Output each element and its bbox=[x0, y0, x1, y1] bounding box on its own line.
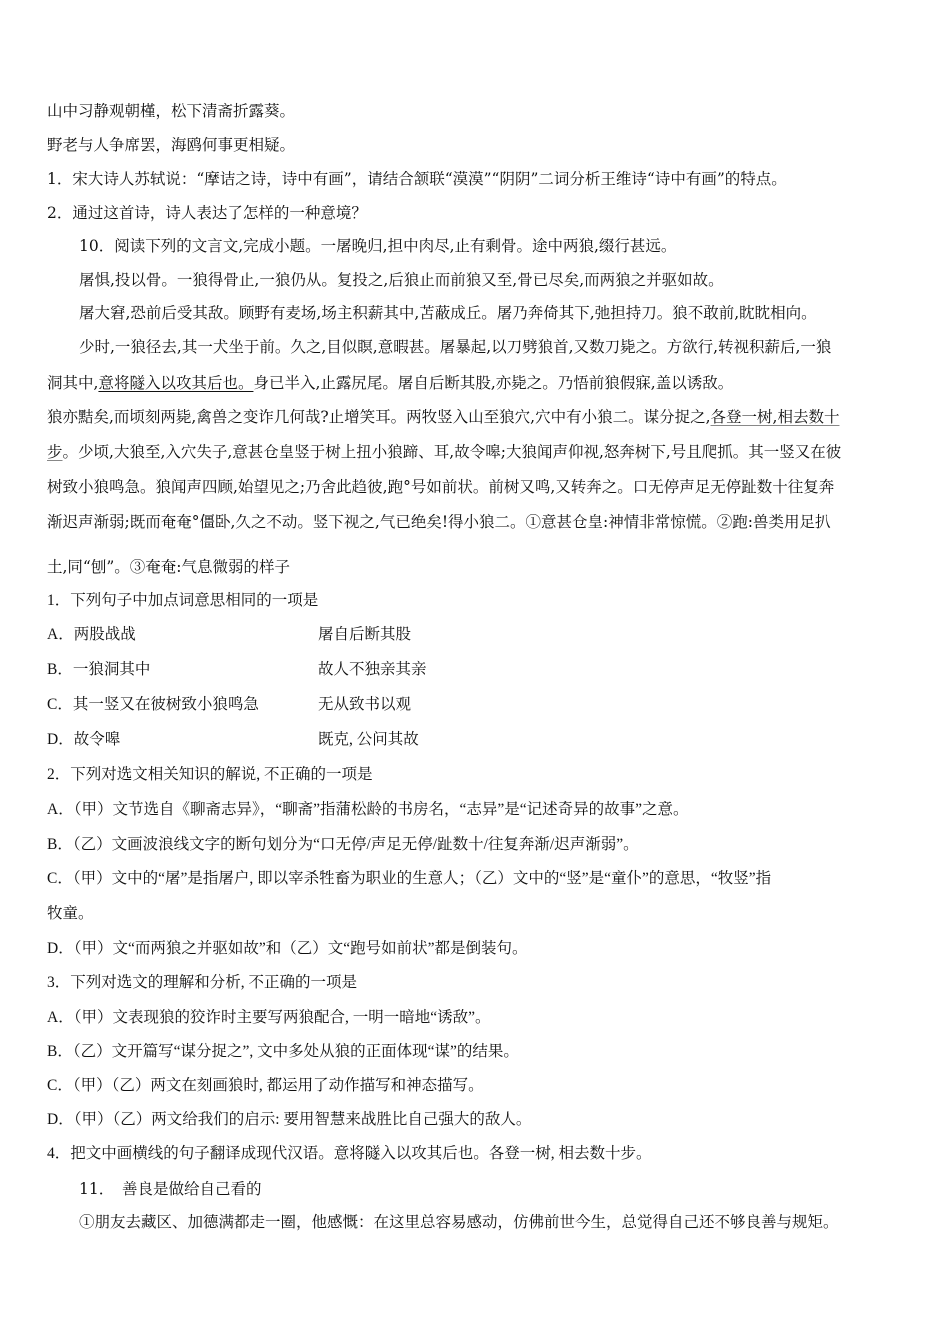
option-left: B．一狼洞其中 bbox=[47, 661, 151, 678]
option-left: D．故令嗥 bbox=[47, 731, 121, 748]
q11-title: 11． 善良是做给自己看的 bbox=[79, 1180, 262, 1198]
question-stem: 3．下列对选文的理解和分析, 不正确的一项是 bbox=[47, 974, 358, 991]
underlined-sentence: 步 bbox=[47, 443, 63, 461]
option: B．（乙）文开篇写“谋分捉之”, 文中多处从狼的正面体现“谋”的结果。 bbox=[47, 1043, 519, 1060]
option-left: A．两股战战 bbox=[47, 626, 136, 643]
q10-intro: 10．阅读下列的文言文,完成小题。一屠晚归,担中肉尽,止有剩骨。途中两狼,缀行甚远。 bbox=[79, 237, 677, 255]
option bbox=[47, 695, 747, 715]
option: C．（甲）文中的“屠”是指屠户, 即以宰杀牲畜为职业的生意人；（乙）文中的“竖”是“童仆”的意思，“牧竖”指 bbox=[47, 870, 772, 887]
option-right: 无从致书以观 bbox=[318, 696, 412, 713]
text: 身已半入,止露尻尾。屠自后断其股,亦毙之。乃悟前狼假寐,盖以诱敌。 bbox=[253, 374, 734, 392]
option: A．（甲）文表现狼的狡诈时主要写两狼配合, 一明一暗地“诱敌”。 bbox=[47, 1009, 491, 1026]
passage-line: 土,同“刨”。③奄奄:气息微弱的样子 bbox=[47, 558, 290, 576]
option-left: C．其一竖又在彼树致小狼鸣急 bbox=[47, 696, 259, 713]
option: A．（甲）文节选自《聊斋志异》，“聊斋”指蒲松龄的书房名，“志异”是“记述奇异的故事”之意。 bbox=[47, 801, 689, 818]
poem-line: 山中习静观朝槿，松下清斋折露葵。 bbox=[47, 102, 296, 120]
text: 洞其中, bbox=[47, 374, 99, 392]
option bbox=[47, 730, 747, 750]
passage-line: 渐迟声渐弱;既而奄奄°僵卧,久之不动。竖下视之,气已绝矣!得小狼二。①意甚仓皇:神情非常惊慌。②跑:兽类用足扒 bbox=[47, 513, 831, 531]
option: D．（甲）（乙）两文给我们的启示: 要用智慧来战胜比自己强大的敌人。 bbox=[47, 1111, 532, 1128]
underlined-sentence: 意将隧入以攻其后也。 bbox=[98, 374, 254, 392]
question: 2．通过这首诗，诗人表达了怎样的一种意境？ bbox=[47, 204, 367, 222]
underlined-sentence: 各登一树,相去数十 bbox=[710, 408, 840, 426]
question-stem: 4．把文中画横线的句子翻译成现代汉语。意将隧入以攻其后也。各登一树, 相去数十步。 bbox=[47, 1145, 652, 1162]
passage-line: 屠大窘,恐前后受其敌。顾野有麦场,场主积薪其中,苫蔽成丘。屠乃奔倚其下,弛担持刀。狼不敢前,眈眈相向。 bbox=[79, 304, 817, 322]
passage-line: 少时,一狼径去,其一犬坐于前。久之,目似瞑,意暇甚。屠暴起,以刀劈狼首,又数刀毙之。方欲行,转视积薪后,一狼 bbox=[79, 338, 832, 356]
option-right: 既克, 公问其故 bbox=[318, 731, 419, 748]
passage-line: ①朋友去藏区、加德满都走一圈，他感慨：在这里总容易感动，仿佛前世今生，总觉得自己还不够良善与规矩。 bbox=[79, 1213, 839, 1231]
text: 狼亦黠矣,而顷刻两毙,禽兽之变诈几何哉?止增笑耳。两牧竖入山至狼穴,穴中有小狼二。谋分捉之, bbox=[47, 408, 711, 426]
option bbox=[47, 660, 747, 680]
text: 。少顷,大狼至,入穴失子,意甚仓皇竖于树上扭小狼蹄、耳,故令嗥;大狼闻声仰视,怒奔树下,号且爬抓。其一竖又在彼 bbox=[62, 443, 842, 461]
passage-line: 树致小狼鸣急。狼闻声四顾,始望见之;乃舍此趋彼,跑°号如前状。前树又鸣,又转奔之。口无停声足无停趾数十往复奔 bbox=[47, 478, 835, 496]
passage-line bbox=[47, 373, 733, 393]
option: B．（乙）文画波浪线文字的断句划分为“口无停/声足无停/趾数十/往复奔渐/迟声渐弱”。 bbox=[47, 836, 639, 853]
option: D．（甲）文“而两狼之并驱如故”和（乙）文“跑号如前状”都是倒装句。 bbox=[47, 940, 528, 957]
passage-line bbox=[47, 407, 839, 427]
option-right: 故人不独亲其亲 bbox=[318, 661, 427, 678]
option: C．（甲）（乙）两文在刻画狼时, 都运用了动作描写和神态描写。 bbox=[47, 1077, 484, 1094]
question-stem: 1．下列句子中加点词意思相同的一项是 bbox=[47, 592, 319, 609]
option bbox=[47, 625, 747, 645]
option-right: 屠自后断其股 bbox=[318, 626, 412, 643]
question-stem: 2．下列对选文相关知识的解说, 不正确的一项是 bbox=[47, 766, 373, 783]
question: 1．宋大诗人苏轼说：“摩诘之诗，诗中有画”，请结合颔联“漠漠”“阴阴”二词分析王维诗“诗中有画”的特点。 bbox=[47, 170, 787, 188]
passage-line: 屠惧,投以骨。一狼得骨止,一狼仍从。复投之,后狼止而前狼又至,骨已尽矣,而两狼之并驱如故。 bbox=[79, 271, 724, 289]
passage-line bbox=[47, 442, 841, 462]
poem-line: 野老与人争席罢，海鸥何事更相疑。 bbox=[47, 136, 296, 154]
option: 牧童。 bbox=[47, 905, 94, 922]
